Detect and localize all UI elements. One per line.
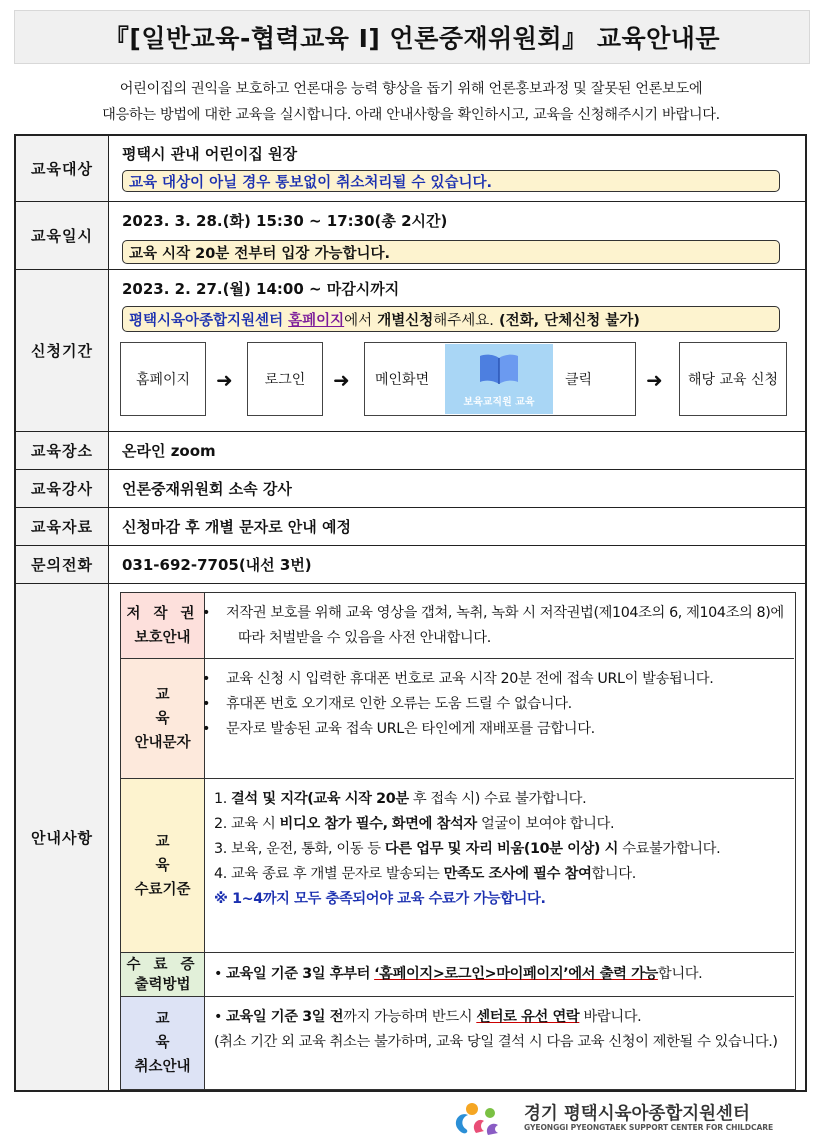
cancel-text: • 교육일 기준 3일 전까지 가능하며 반드시 센터로 유선 연락 바랍니다. (214, 1005, 786, 1030)
cancel-paren: (취소 기간 외 교육 취소는 불가하며, 교육 당일 결석 시 다음 교육 신청이 제한될 수 있습니다.) (214, 1034, 778, 1050)
step-click: 클릭 (565, 372, 593, 388)
application-label: 신청기간 (16, 270, 109, 431)
copyright-label (121, 593, 205, 658)
note-paren: (전화, 단체신청 불가) (498, 312, 640, 329)
schedule-value: 2023. 3. 28.(화) 15:30 ~ 17:30(총 2시간) (122, 212, 448, 230)
notice-completion (121, 779, 794, 953)
step-main-screen-label: 메인화면 (375, 372, 430, 388)
org-name: 경기 평택시육아종합지원센터 (524, 1104, 750, 1124)
step-login: 로그인 (247, 342, 323, 416)
arrow-right-icon: ➜ (333, 368, 350, 392)
arrow-right-icon: ➜ (216, 368, 233, 392)
notice-certificate (121, 953, 794, 997)
row-materials (16, 508, 805, 546)
app-caption: 보육교직원 교육 (463, 397, 535, 408)
target-note: 교육 대상이 아닐 경우 통보없이 취소처리될 수 있습니다. (122, 170, 780, 192)
application-flow (120, 342, 790, 420)
intro-line-2: 대응하는 방법에 대한 교육을 실시합니다. 아래 안내사항을 확인하시고, 교육을 신청해주시기 바랍니다. (102, 107, 720, 123)
center-logo-icon (450, 1099, 510, 1139)
intro-line-1: 어린이집의 권익을 보호하고 언론대응 능력 향상을 돕기 위해 언론홍보과정 및 잘못된 언론보도에 (119, 81, 703, 97)
row-contact (16, 546, 805, 584)
row-schedule (16, 202, 805, 270)
location-label: 교육장소 (16, 432, 109, 469)
schedule-label: 교육일시 (16, 202, 109, 269)
info-table (14, 134, 807, 1092)
page-title: 『[일반교육-협력교육 Ⅰ] 언론중재위원회』 교육안내문 (14, 10, 810, 64)
copyright-label-2: 보호안내 (134, 629, 191, 646)
sms-label-2: 안내문자 (134, 734, 191, 751)
instructor-value: 언론중재위원회 소속 강사 (122, 480, 292, 498)
notice-copyright (121, 593, 794, 659)
step-homepage: 홈페이지 (120, 342, 206, 416)
sms-item-3: • 문자로 발송된 교육 접속 URL은 타인에게 재배포를 금합니다. (214, 717, 786, 742)
book-icon (478, 352, 520, 386)
completion-label (121, 779, 205, 952)
completion-item-2: 2. 교육 시 비디오 참가 필수, 화면에 참석자 얼굴이 보여야 합니다. (214, 816, 615, 832)
teacher-education-app-icon (445, 344, 553, 414)
contact-label: 문의전화 (16, 546, 109, 583)
row-instructor (16, 470, 805, 508)
notice-table (120, 592, 796, 1090)
note-mid: 에서 (344, 312, 373, 329)
certificate-label-2: 출력방법 (134, 976, 191, 993)
note-center-name: 평택시육아종합지원센터 (129, 312, 284, 329)
completion-label-2: 수료기준 (134, 881, 191, 898)
contact-value: 031-692-7705(내선 3번) (122, 556, 312, 574)
cancel-label (121, 997, 205, 1089)
target-value: 평택시 관내 어린이집 원장 (122, 145, 298, 163)
notice-cancel (121, 997, 794, 1089)
notice-label: 안내사항 (16, 584, 109, 1090)
intro-text (14, 76, 808, 128)
certificate-label (121, 953, 205, 996)
cancel-label-1: 교 육 (155, 1011, 192, 1051)
certificate-text: • 교육일 기준 3일 후부터 ‘홈페이지>로그인>마이페이지’에서 출력 가능합니다. (214, 962, 786, 987)
sms-item-2: • 휴대폰 번호 오기재로 인한 오류는 도움 드릴 수 없습니다. (214, 692, 786, 717)
completion-footnote: ※ 1~4까지 모두 충족되어야 교육 수료가 가능합니다. (214, 891, 546, 907)
target-label: 교육대상 (16, 136, 109, 201)
completion-label-1: 교 육 (155, 833, 192, 874)
cancel-label-2: 취소안내 (134, 1059, 191, 1075)
arrow-right-icon: ➜ (646, 368, 663, 392)
notice-sms (121, 659, 794, 779)
sms-label-1: 교 육 (155, 686, 192, 727)
footer-logo (450, 1097, 802, 1141)
schedule-note: 교육 시작 20분 전부터 입장 가능합니다. (122, 240, 780, 264)
materials-label: 교육자료 (16, 508, 109, 545)
sms-item-1: • 교육 신청 시 입력한 휴대폰 번호로 교육 시작 20분 전에 접속 URL이 발송됩니다. (214, 667, 786, 692)
row-application (16, 270, 805, 432)
instructor-label: 교육강사 (16, 470, 109, 507)
sms-label (121, 659, 205, 778)
completion-item-3: 3. 보육, 운전, 통화, 이동 등 다른 업무 및 자리 비움(10분 이상) 시 수료불가합니다. (214, 841, 721, 857)
row-location (16, 432, 805, 470)
note-end: 해주세요. (433, 312, 494, 329)
application-note (122, 306, 780, 332)
copyright-label-1: 저 작 권 (126, 605, 199, 622)
location-value: 온라인 zoom (122, 442, 216, 460)
copyright-text: • 저작권 보호를 위해 교육 영상을 갭쳐, 녹취, 녹화 시 저작권법(제104조의 6, 제104조의 8)에 따라 처벌받을 수 있음을 사전 안내합니다. (214, 601, 786, 651)
completion-item-4: 4. 교육 종료 후 개별 문자로 발송되는 만족도 조사에 필수 참여합니다. (214, 866, 636, 882)
completion-item-1: 1. 결석 및 지각(교육 시작 20분 후 접속 시) 수료 불가합니다. (214, 791, 587, 807)
row-target (16, 136, 805, 202)
certificate-label-1: 수 료 증 (126, 956, 199, 973)
note-homepage: 홈페이지 (288, 312, 345, 329)
materials-value: 신청마감 후 개별 문자로 안내 예정 (122, 518, 351, 536)
step-apply: 해당 교육 신청 (679, 342, 787, 416)
row-notice (16, 584, 805, 1090)
note-individual: 개별신청 (377, 312, 434, 329)
org-name-en: GYEONGGI PYEONGTAEK SUPPORT CENTER FOR CHILDCARE (524, 1123, 774, 1132)
step-main-screen (364, 342, 636, 416)
application-value: 2023. 2. 27.(월) 14:00 ~ 마감시까지 (122, 280, 400, 298)
